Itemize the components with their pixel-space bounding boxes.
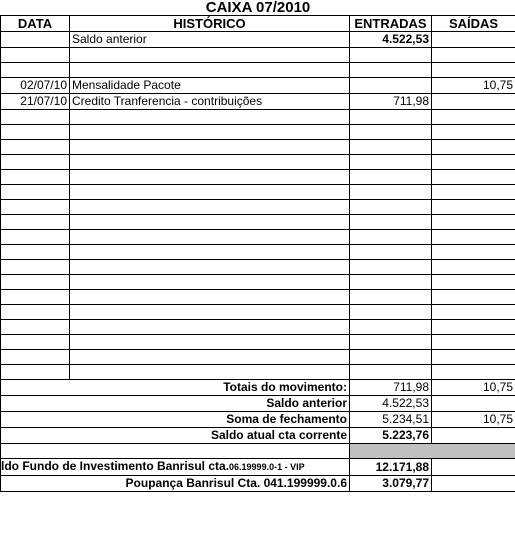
empty-cell-date[interactable] (1, 155, 70, 170)
empty-cell-saidas[interactable] (432, 230, 515, 245)
blank-row (1, 350, 515, 365)
empty-cell-entradas[interactable] (350, 48, 432, 63)
empty-cell-date[interactable] (1, 245, 70, 260)
empty-cell-hist[interactable] (70, 170, 350, 185)
entry-date[interactable]: 21/07/10 (1, 94, 70, 110)
empty-cell-date[interactable] (1, 305, 70, 320)
empty-cell-hist[interactable] (70, 230, 350, 245)
empty-cell-entradas[interactable] (350, 290, 432, 305)
blank-row (1, 320, 515, 335)
totals-current-balance-row-date-cell[interactable] (1, 428, 70, 444)
empty-cell-entradas[interactable] (350, 365, 432, 380)
entry-description[interactable]: Credito Tranferencia - contribuições (70, 94, 350, 110)
totals-movement-row-entradas[interactable]: 711,98 (350, 380, 432, 396)
empty-cell-saidas[interactable] (432, 185, 515, 200)
totals-current-balance-row-label: Saldo atual cta corrente (70, 428, 350, 444)
totals-closing-sum-row-label: Soma de fechamento (70, 412, 350, 428)
empty-cell-date[interactable] (1, 275, 70, 290)
empty-cell-saidas[interactable] (432, 110, 515, 125)
blank-row (1, 275, 515, 290)
entry-saidas[interactable] (432, 94, 515, 110)
opening-saidas-cell[interactable] (432, 32, 515, 48)
header-saidas: SAÍDAS (432, 16, 515, 32)
empty-cell-entradas[interactable] (350, 170, 432, 185)
empty-cell-saidas[interactable] (432, 335, 515, 350)
empty-cell-hist[interactable] (70, 350, 350, 365)
empty-cell-saidas[interactable] (432, 125, 515, 140)
empty-cell-hist[interactable] (70, 320, 350, 335)
opening-entradas[interactable]: 4.522,53 (350, 32, 432, 48)
empty-cell-entradas[interactable] (350, 350, 432, 365)
investment-fund-value[interactable]: 12.171,88 (350, 459, 432, 476)
blank-row (1, 155, 515, 170)
totals-current-balance-row-saidas[interactable] (432, 428, 515, 444)
separator-row (1, 444, 515, 459)
entry-description[interactable]: Mensalidade Pacote (70, 78, 350, 94)
blank-row (1, 185, 515, 200)
opening-balance-row (1, 32, 515, 48)
totals-previous-balance-row-saidas[interactable] (432, 396, 515, 412)
savings-row (1, 476, 515, 492)
empty-cell-saidas[interactable] (432, 320, 515, 335)
sheet-title: CAIXA 07/2010 (1, 0, 515, 16)
empty-cell-entradas[interactable] (350, 110, 432, 125)
empty-cell-entradas[interactable] (350, 245, 432, 260)
empty-cell-entradas[interactable] (350, 125, 432, 140)
blank-row (1, 200, 515, 215)
blank-row (1, 260, 515, 275)
investment-fund-label-main: ldo Fundo de Investimento Banrisul cta. (1, 459, 230, 473)
empty-cell-date[interactable] (1, 335, 70, 350)
empty-cell-saidas[interactable] (432, 48, 515, 63)
blank-row (1, 48, 515, 63)
totals-current-balance-row-entradas[interactable]: 5.223,76 (350, 428, 432, 444)
empty-cell-date[interactable] (1, 140, 70, 155)
empty-cell-entradas[interactable] (350, 230, 432, 245)
empty-cell-entradas[interactable] (350, 260, 432, 275)
blank-row (1, 335, 515, 350)
investment-fund-label-account: 06.19999.0-1 - VIP (229, 462, 305, 472)
empty-cell-saidas[interactable] (432, 305, 515, 320)
empty-cell-date[interactable] (1, 260, 70, 275)
empty-cell-date[interactable] (1, 48, 70, 63)
empty-cell-saidas[interactable] (432, 140, 515, 155)
savings-value[interactable]: 3.079,77 (350, 476, 432, 492)
totals-movement-row-date-cell[interactable] (1, 380, 70, 396)
entry-row (1, 78, 515, 94)
empty-cell-date[interactable] (1, 110, 70, 125)
entry-row (1, 94, 515, 110)
empty-cell-hist[interactable] (70, 155, 350, 170)
savings-empty[interactable] (432, 476, 515, 492)
blank-row (1, 215, 515, 230)
empty-cell-saidas[interactable] (432, 155, 515, 170)
empty-cell-hist[interactable] (70, 200, 350, 215)
blank-row (1, 110, 515, 125)
separator-left[interactable] (1, 444, 350, 459)
totals-previous-balance-row-entradas[interactable]: 4.522,53 (350, 396, 432, 412)
entry-entradas[interactable] (350, 78, 432, 94)
empty-cell-hist[interactable] (70, 305, 350, 320)
empty-cell-date[interactable] (1, 365, 70, 380)
empty-cell-entradas[interactable] (350, 320, 432, 335)
empty-cell-entradas[interactable] (350, 155, 432, 170)
totals-movement-row-label: Totais do movimento: (70, 380, 350, 396)
empty-cell-hist[interactable] (70, 185, 350, 200)
totals-movement-row-saidas[interactable]: 10,75 (432, 380, 515, 396)
investment-fund-row (1, 459, 515, 476)
blank-row (1, 230, 515, 245)
empty-cell-saidas[interactable] (432, 290, 515, 305)
blank-row (1, 63, 515, 78)
empty-cell-hist[interactable] (70, 245, 350, 260)
empty-cell-entradas[interactable] (350, 63, 432, 78)
empty-cell-hist[interactable] (70, 110, 350, 125)
totals-current-balance-row (1, 428, 515, 444)
totals-closing-sum-row (1, 412, 515, 428)
savings-label: Poupança Banrisul Cta. 041.199999.0.6 (1, 476, 350, 492)
empty-cell-saidas[interactable] (432, 275, 515, 290)
blank-row (1, 245, 515, 260)
header-row (1, 16, 515, 32)
empty-cell-entradas[interactable] (350, 275, 432, 290)
investment-fund-empty[interactable] (432, 459, 515, 476)
empty-cell-date[interactable] (1, 230, 70, 245)
totals-previous-balance-row (1, 396, 515, 412)
blank-row (1, 290, 515, 305)
empty-cell-entradas[interactable] (350, 335, 432, 350)
empty-cell-hist[interactable] (70, 275, 350, 290)
blank-row (1, 305, 515, 320)
blank-row (1, 125, 515, 140)
entry-date[interactable]: 02/07/10 (1, 78, 70, 94)
blank-row (1, 140, 515, 155)
empty-cell-saidas[interactable] (432, 350, 515, 365)
empty-cell-hist[interactable] (70, 260, 350, 275)
empty-cell-saidas[interactable] (432, 200, 515, 215)
empty-cell-hist[interactable] (70, 365, 350, 380)
empty-cell-date[interactable] (1, 125, 70, 140)
empty-cell-date[interactable] (1, 215, 70, 230)
totals-closing-sum-row-saidas[interactable]: 10,75 (432, 412, 515, 428)
empty-cell-saidas[interactable] (432, 260, 515, 275)
empty-cell-date[interactable] (1, 170, 70, 185)
blank-row (1, 170, 515, 185)
empty-cell-hist[interactable] (70, 335, 350, 350)
empty-cell-entradas[interactable] (350, 140, 432, 155)
empty-cell-hist[interactable] (70, 290, 350, 305)
totals-closing-sum-row-date-cell[interactable] (1, 412, 70, 428)
empty-cell-hist[interactable] (70, 215, 350, 230)
totals-previous-balance-row-date-cell[interactable] (1, 396, 70, 412)
title-row (1, 0, 515, 16)
header-historico: HISTÓRICO (70, 16, 350, 32)
entry-saidas[interactable]: 10,75 (432, 78, 515, 94)
empty-cell-date[interactable] (1, 320, 70, 335)
empty-cell-entradas[interactable] (350, 185, 432, 200)
entry-entradas[interactable]: 711,98 (350, 94, 432, 110)
separator-grey[interactable] (350, 444, 515, 459)
empty-cell-saidas[interactable] (432, 365, 515, 380)
empty-cell-date[interactable] (1, 185, 70, 200)
empty-cell-date[interactable] (1, 63, 70, 78)
empty-cell-entradas[interactable] (350, 215, 432, 230)
empty-cell-saidas[interactable] (432, 215, 515, 230)
totals-closing-sum-row-entradas[interactable]: 5.234,51 (350, 412, 432, 428)
empty-cell-entradas[interactable] (350, 200, 432, 215)
empty-cell-saidas[interactable] (432, 170, 515, 185)
header-entradas: ENTRADAS (350, 16, 432, 32)
opening-label[interactable]: Saldo anterior (70, 32, 350, 48)
investment-fund-label (1, 459, 350, 476)
empty-cell-date[interactable] (1, 290, 70, 305)
opening-date-cell[interactable] (1, 32, 70, 48)
empty-cell-saidas[interactable] (432, 63, 515, 78)
totals-previous-balance-row-label: Saldo anterior (70, 396, 350, 412)
empty-cell-hist[interactable] (70, 125, 350, 140)
header-date: DATA (1, 16, 70, 32)
totals-movement-row (1, 380, 515, 396)
blank-row (1, 365, 515, 380)
empty-cell-entradas[interactable] (350, 305, 432, 320)
empty-cell-date[interactable] (1, 350, 70, 365)
empty-cell-hist[interactable] (70, 48, 350, 63)
empty-cell-date[interactable] (1, 200, 70, 215)
empty-cell-hist[interactable] (70, 63, 350, 78)
empty-cell-saidas[interactable] (432, 245, 515, 260)
empty-cell-hist[interactable] (70, 140, 350, 155)
